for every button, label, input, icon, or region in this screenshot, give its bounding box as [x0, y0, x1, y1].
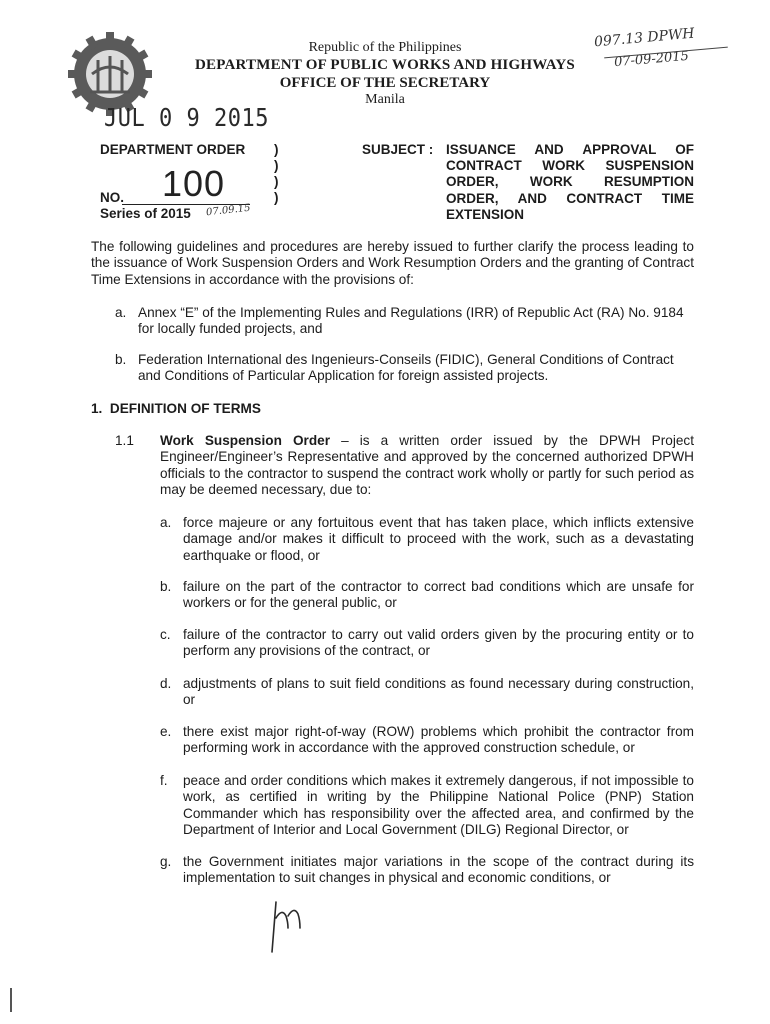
handwritten-reference: 097.13 DPWH: [593, 25, 696, 51]
bracket-paren: ): [274, 142, 279, 157]
reason-text: failure on the part of the contractor to correct bad conditions which are unsafe for workers or for the general public, or: [183, 579, 694, 611]
initials-signature-icon: [262, 888, 322, 958]
bracket-paren: ): [274, 174, 279, 189]
reason-marker: f.: [160, 773, 168, 788]
intro-paragraph: The following guidelines and procedures are hereby issued to further clarify the process leading to the issuance of Work Suspension Orders and Work Resumption Orders and the granting of Contract Time Extensions in accordance with the provisions of:: [91, 239, 694, 287]
date-received-stamp: JUL 0 9 2015: [104, 104, 269, 133]
reason-marker: b.: [160, 579, 172, 594]
reason-text: force majeure or any fortuitous event that has taken place, which inflicts extensive damage and/or makes it difficult to proceed with the work, such as a devastating earthquake or flood, or: [183, 515, 694, 563]
section-heading: 1. DEFINITION OF TERMS: [91, 401, 261, 416]
series-label: Series of 2015: [100, 206, 191, 221]
reason-marker: c.: [160, 627, 171, 642]
department-order-label: DEPARTMENT ORDER: [100, 142, 246, 157]
bracket-paren: ): [274, 190, 279, 205]
reason-text: peace and order conditions which makes it extremely dangerous, if not impossible to work, as certified in writing by the Philippine National Police (PNP) Station Commander which has responsibility over the affected area, and confirmed by the Department of Interior and Local Government (DILG) Regional Director, or: [183, 773, 694, 838]
defined-term: Work Suspension Order: [160, 433, 330, 448]
provision-marker: b.: [115, 352, 127, 367]
series-handwritten-note: 07.09.15: [205, 202, 251, 219]
reason-text: the Government initiates major variations in the scope of the contract during its implementation to suit changes in physical and economic conditions, or: [183, 854, 694, 886]
reason-text: there exist major right-of-way (ROW) problems which prohibit the contractor from performing work in accordance with the approved construction schedule, or: [183, 724, 694, 756]
subject-label: SUBJECT :: [362, 142, 434, 157]
header-office: OFFICE OF THE SECRETARY: [279, 75, 491, 91]
definition-text: – is a written order issued by the DPWH Project Engineer/Engineer’s Representative and approved by the concerned authorized DPWH officials to the contractor to suspend the contract work wholly or partly for such period as may be deemed necessary, due to:: [160, 433, 694, 498]
header-republic: Republic of the Philippines: [308, 40, 462, 55]
provision-marker: a.: [115, 305, 127, 320]
reason-marker: g.: [160, 854, 172, 869]
order-number: 100: [162, 163, 226, 204]
reason-marker: d.: [160, 676, 172, 691]
subject-text: ISSUANCE AND APPROVAL OF CONTRACT WORK SUSPENSION ORDER, WORK RESUMPTION ORDER, AND CONTRACT TIME EXTENSION: [446, 142, 694, 222]
provision-text: Annex “E” of the Implementing Rules and Regulations (IRR) of Republic Act (RA) No. 9184 for locally funded projects, and: [138, 305, 684, 337]
bracket-paren: ): [274, 158, 279, 173]
provision-text: Federation International des Ingenieurs-Conseils (FIDIC), General Conditions of Contract and Conditions of Particular Application for foreign assisted projects.: [138, 352, 674, 384]
header-department: DEPARTMENT OF PUBLIC WORKS AND HIGHWAYS: [195, 57, 575, 73]
reason-text: failure of the contractor to carry out valid orders given by the procuring entity or to perform any provisions of the contract, or: [183, 627, 694, 659]
margin-mark: [10, 988, 12, 1012]
handwritten-reference-date: 07-09-2015: [613, 48, 690, 71]
header-city: Manila: [365, 92, 405, 107]
order-number-label: NO.: [100, 190, 125, 205]
item-number: 1.1: [115, 433, 134, 448]
reason-marker: a.: [160, 515, 172, 530]
definition-paragraph: [160, 433, 694, 499]
reason-text: adjustments of plans to suit field conditions as found necessary during construction, or: [183, 676, 694, 708]
reason-marker: e.: [160, 724, 172, 739]
